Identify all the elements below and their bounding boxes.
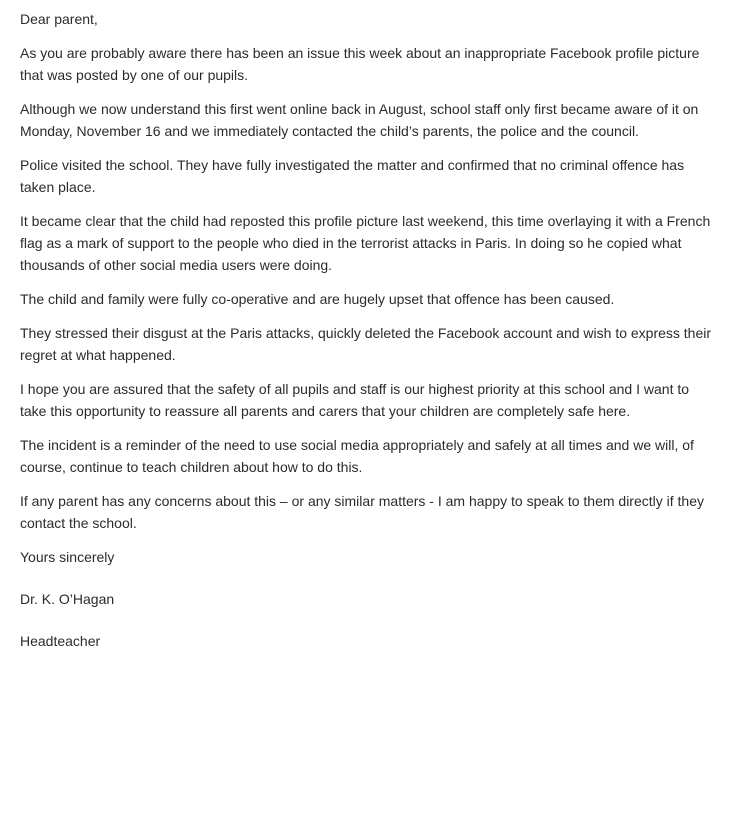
letter-paragraph: The child and family were fully co-operative and are hugely upset that offence has been caused. xyxy=(20,291,615,307)
letter-paragraph: It became clear that the child had reposted this profile picture last weekend, this time overlaying it with a French flag as a mark of support to the people who died in the terrorist attacks in Paris. In doing so he copied what thousands of other social media users were doing. xyxy=(20,213,711,273)
letter-paragraph: They stressed their disgust at the Paris attacks, quickly deleted the Facebook account and wish to express their regret at what happened. xyxy=(20,325,712,363)
letter-paragraph: Police visited the school. They have fully investigated the matter and confirmed that no criminal offence has taken place. xyxy=(20,157,685,195)
letter-closing: Yours sincerely xyxy=(20,549,115,565)
letter-paragraph: As you are probably aware there has been an issue this week about an inappropriate Facebook profile picture that was posted by one of our pupils. xyxy=(20,45,700,83)
letter-paragraph: I hope you are assured that the safety of all pupils and staff is our highest priority at this school and I want to take this opportunity to reassure all parents and carers that your children are completely safe here. xyxy=(20,381,690,419)
signatory-name: Dr. K. O’Hagan xyxy=(20,591,115,607)
letter-paragraph: The incident is a reminder of the need to use social media appropriately and safely at all times and we will, of course, continue to teach children about how to do this. xyxy=(20,437,694,475)
signatory-title: Headteacher xyxy=(20,633,101,649)
letter-salutation: Dear parent, xyxy=(20,11,98,27)
letter-paragraph: Although we now understand this first went online back in August, school staff only first became aware of it on Monday, November 16 and we immediately contacted the child’s parents, the police and the council. xyxy=(20,101,699,139)
letter-paragraph: If any parent has any concerns about this – or any similar matters - I am happy to speak to them directly if they contact the school. xyxy=(20,493,704,531)
